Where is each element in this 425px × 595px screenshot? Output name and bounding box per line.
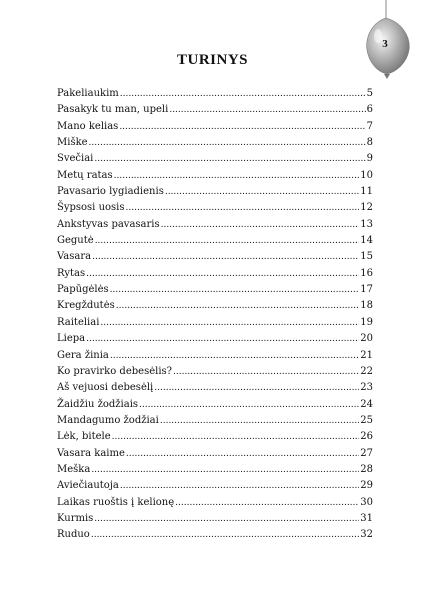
toc-entry-title: Gera žinia (57, 349, 109, 361)
toc-entry[interactable] (57, 200, 373, 216)
toc-entry-title: Ruduo (57, 529, 90, 541)
toc-entry[interactable] (57, 233, 373, 249)
toc-entry-title: Pavasario lygiadienis (57, 186, 164, 198)
toc-entry-page: 27 (360, 447, 373, 459)
toc-entry-title: Gegutė (57, 235, 94, 247)
toc-leader-dots (114, 168, 360, 184)
toc-entry-title: Aviečiautoja (57, 480, 119, 492)
toc-leader-dots (175, 495, 359, 511)
toc-entry-page: 23 (360, 382, 373, 394)
toc-entry-page: 12 (360, 202, 373, 214)
toc-entry[interactable] (57, 315, 373, 331)
toc-leader-dots (116, 298, 360, 314)
toc-leader-dots (161, 217, 360, 233)
toc-entry-title: Papūgėlės (57, 284, 109, 296)
toc-entry-title: Liepa (57, 333, 86, 345)
toc-entry[interactable] (57, 527, 373, 543)
toc-entry[interactable] (57, 86, 373, 102)
toc-leader-dots (94, 511, 359, 527)
toc-entry-page: 10 (360, 169, 373, 181)
toc-entry-page: 26 (360, 431, 373, 443)
toc-entry-title: Pasakyk tu man, upeli (57, 104, 169, 116)
toc-entry-page: 20 (360, 333, 373, 345)
toc-entry-title: Aš vejuosi debesėlį (57, 382, 154, 394)
toc-entry[interactable] (57, 135, 373, 151)
toc-entry[interactable] (57, 446, 373, 462)
toc-entry-title: Laikas ruoštis į kelionę (57, 496, 175, 508)
toc-entry-page: 29 (360, 480, 373, 492)
toc-entry[interactable] (57, 495, 373, 511)
toc-entry-page: 15 (360, 251, 373, 263)
toc-entry[interactable] (57, 266, 373, 282)
toc-entry-page: 22 (360, 365, 373, 377)
toc-leader-dots (100, 315, 359, 331)
toc-entry-title: Pakeliaukim (57, 88, 119, 99)
toc-entry-title: Kurmis (57, 512, 94, 524)
toc-entry-title: Šypsosi uosis (57, 202, 125, 214)
toc-entry-title: Miške (57, 137, 88, 149)
toc-entry[interactable] (57, 298, 373, 314)
toc-entry[interactable] (57, 217, 373, 233)
toc-entry[interactable] (57, 429, 373, 445)
toc-entry[interactable] (57, 348, 373, 364)
toc-entry-page: 30 (360, 496, 373, 508)
toc-leader-dots (86, 266, 359, 282)
toc-entry-page: 18 (360, 300, 373, 312)
toc-leader-dots (92, 249, 359, 265)
toc-entry-title: Rytas (57, 267, 86, 279)
toc-entry-page: 19 (360, 316, 373, 328)
toc-entry[interactable] (57, 151, 373, 167)
table-of-contents (57, 86, 373, 544)
toc-leader-dots (112, 429, 360, 445)
toc-entry-page: 8 (366, 137, 373, 149)
toc-entry-title: Mandagumo žodžiai (57, 414, 159, 426)
toc-leader-dots (119, 119, 365, 135)
toc-entry-page: 32 (360, 529, 373, 541)
toc-leader-dots (91, 527, 359, 543)
toc-leader-dots (126, 200, 360, 216)
toc-entry-title: Kregždutės (57, 300, 115, 312)
toc-leader-dots (91, 462, 359, 478)
toc-leader-dots (169, 102, 365, 118)
toc-leader-dots (89, 135, 366, 151)
toc-entry-title: Lėk, bitele (57, 431, 111, 443)
toc-entry-title: Metų ratas (57, 169, 113, 181)
toc-leader-dots (160, 413, 359, 429)
toc-leader-dots (126, 446, 359, 462)
toc-leader-dots (120, 86, 366, 102)
toc-entry-title: Vasara kaime (57, 447, 125, 459)
toc-entry-title: Vasara (57, 251, 92, 263)
toc-entry-page: 9 (366, 153, 373, 165)
toc-entry-title: Ko pravirko debesėlis? (57, 365, 173, 377)
toc-entry-page: 21 (360, 349, 373, 361)
toc-entry[interactable] (57, 119, 373, 135)
toc-entry[interactable] (57, 249, 373, 265)
toc-entry[interactable] (57, 380, 373, 396)
page-number: 3 (382, 38, 388, 50)
toc-entry[interactable] (57, 282, 373, 298)
toc-leader-dots (173, 364, 359, 380)
toc-entry-title: Ankstyvas pavasaris (57, 218, 160, 230)
toc-entry-page: 25 (360, 414, 373, 426)
toc-entry-title: Svečiai (57, 153, 94, 165)
page-title: TURINYS (176, 52, 248, 68)
toc-entry[interactable] (57, 397, 373, 413)
toc-entry[interactable] (57, 331, 373, 347)
toc-leader-dots (110, 282, 360, 298)
toc-entry-page: 17 (360, 284, 373, 296)
toc-leader-dots (86, 331, 359, 347)
toc-leader-dots (110, 348, 359, 364)
toc-leader-dots (95, 233, 360, 249)
toc-entry[interactable] (57, 511, 373, 527)
toc-entry[interactable] (57, 102, 373, 118)
toc-entry[interactable] (57, 462, 373, 478)
toc-leader-dots (139, 397, 359, 413)
toc-entry-title: Meška (57, 463, 91, 475)
toc-entry-title: Mano kelias (57, 120, 119, 132)
toc-entry-page: 13 (360, 218, 373, 230)
toc-entry-title: Raiteliai (57, 316, 100, 328)
toc-entry-page: 28 (360, 463, 373, 475)
toc-entry-page: 5 (366, 88, 373, 99)
toc-entry-page: 24 (360, 398, 373, 410)
toc-entry-title: Žaidžiu žodžiais (57, 398, 139, 410)
toc-entry-page: 31 (360, 512, 373, 524)
toc-entry-page: 14 (360, 235, 373, 247)
toc-entry[interactable] (57, 168, 373, 184)
toc-entry-page: 7 (366, 120, 373, 132)
toc-leader-dots (120, 478, 359, 494)
toc-leader-dots (94, 151, 365, 167)
toc-entry[interactable] (57, 413, 373, 429)
toc-leader-dots (165, 184, 359, 200)
toc-entry-page: 16 (360, 267, 373, 279)
toc-leader-dots (154, 380, 359, 396)
toc-entry[interactable] (57, 364, 373, 380)
toc-entry-page: 11 (360, 186, 373, 198)
toc-entry[interactable] (57, 184, 373, 200)
toc-entry-page: 6 (366, 104, 373, 116)
toc-entry[interactable] (57, 478, 373, 494)
